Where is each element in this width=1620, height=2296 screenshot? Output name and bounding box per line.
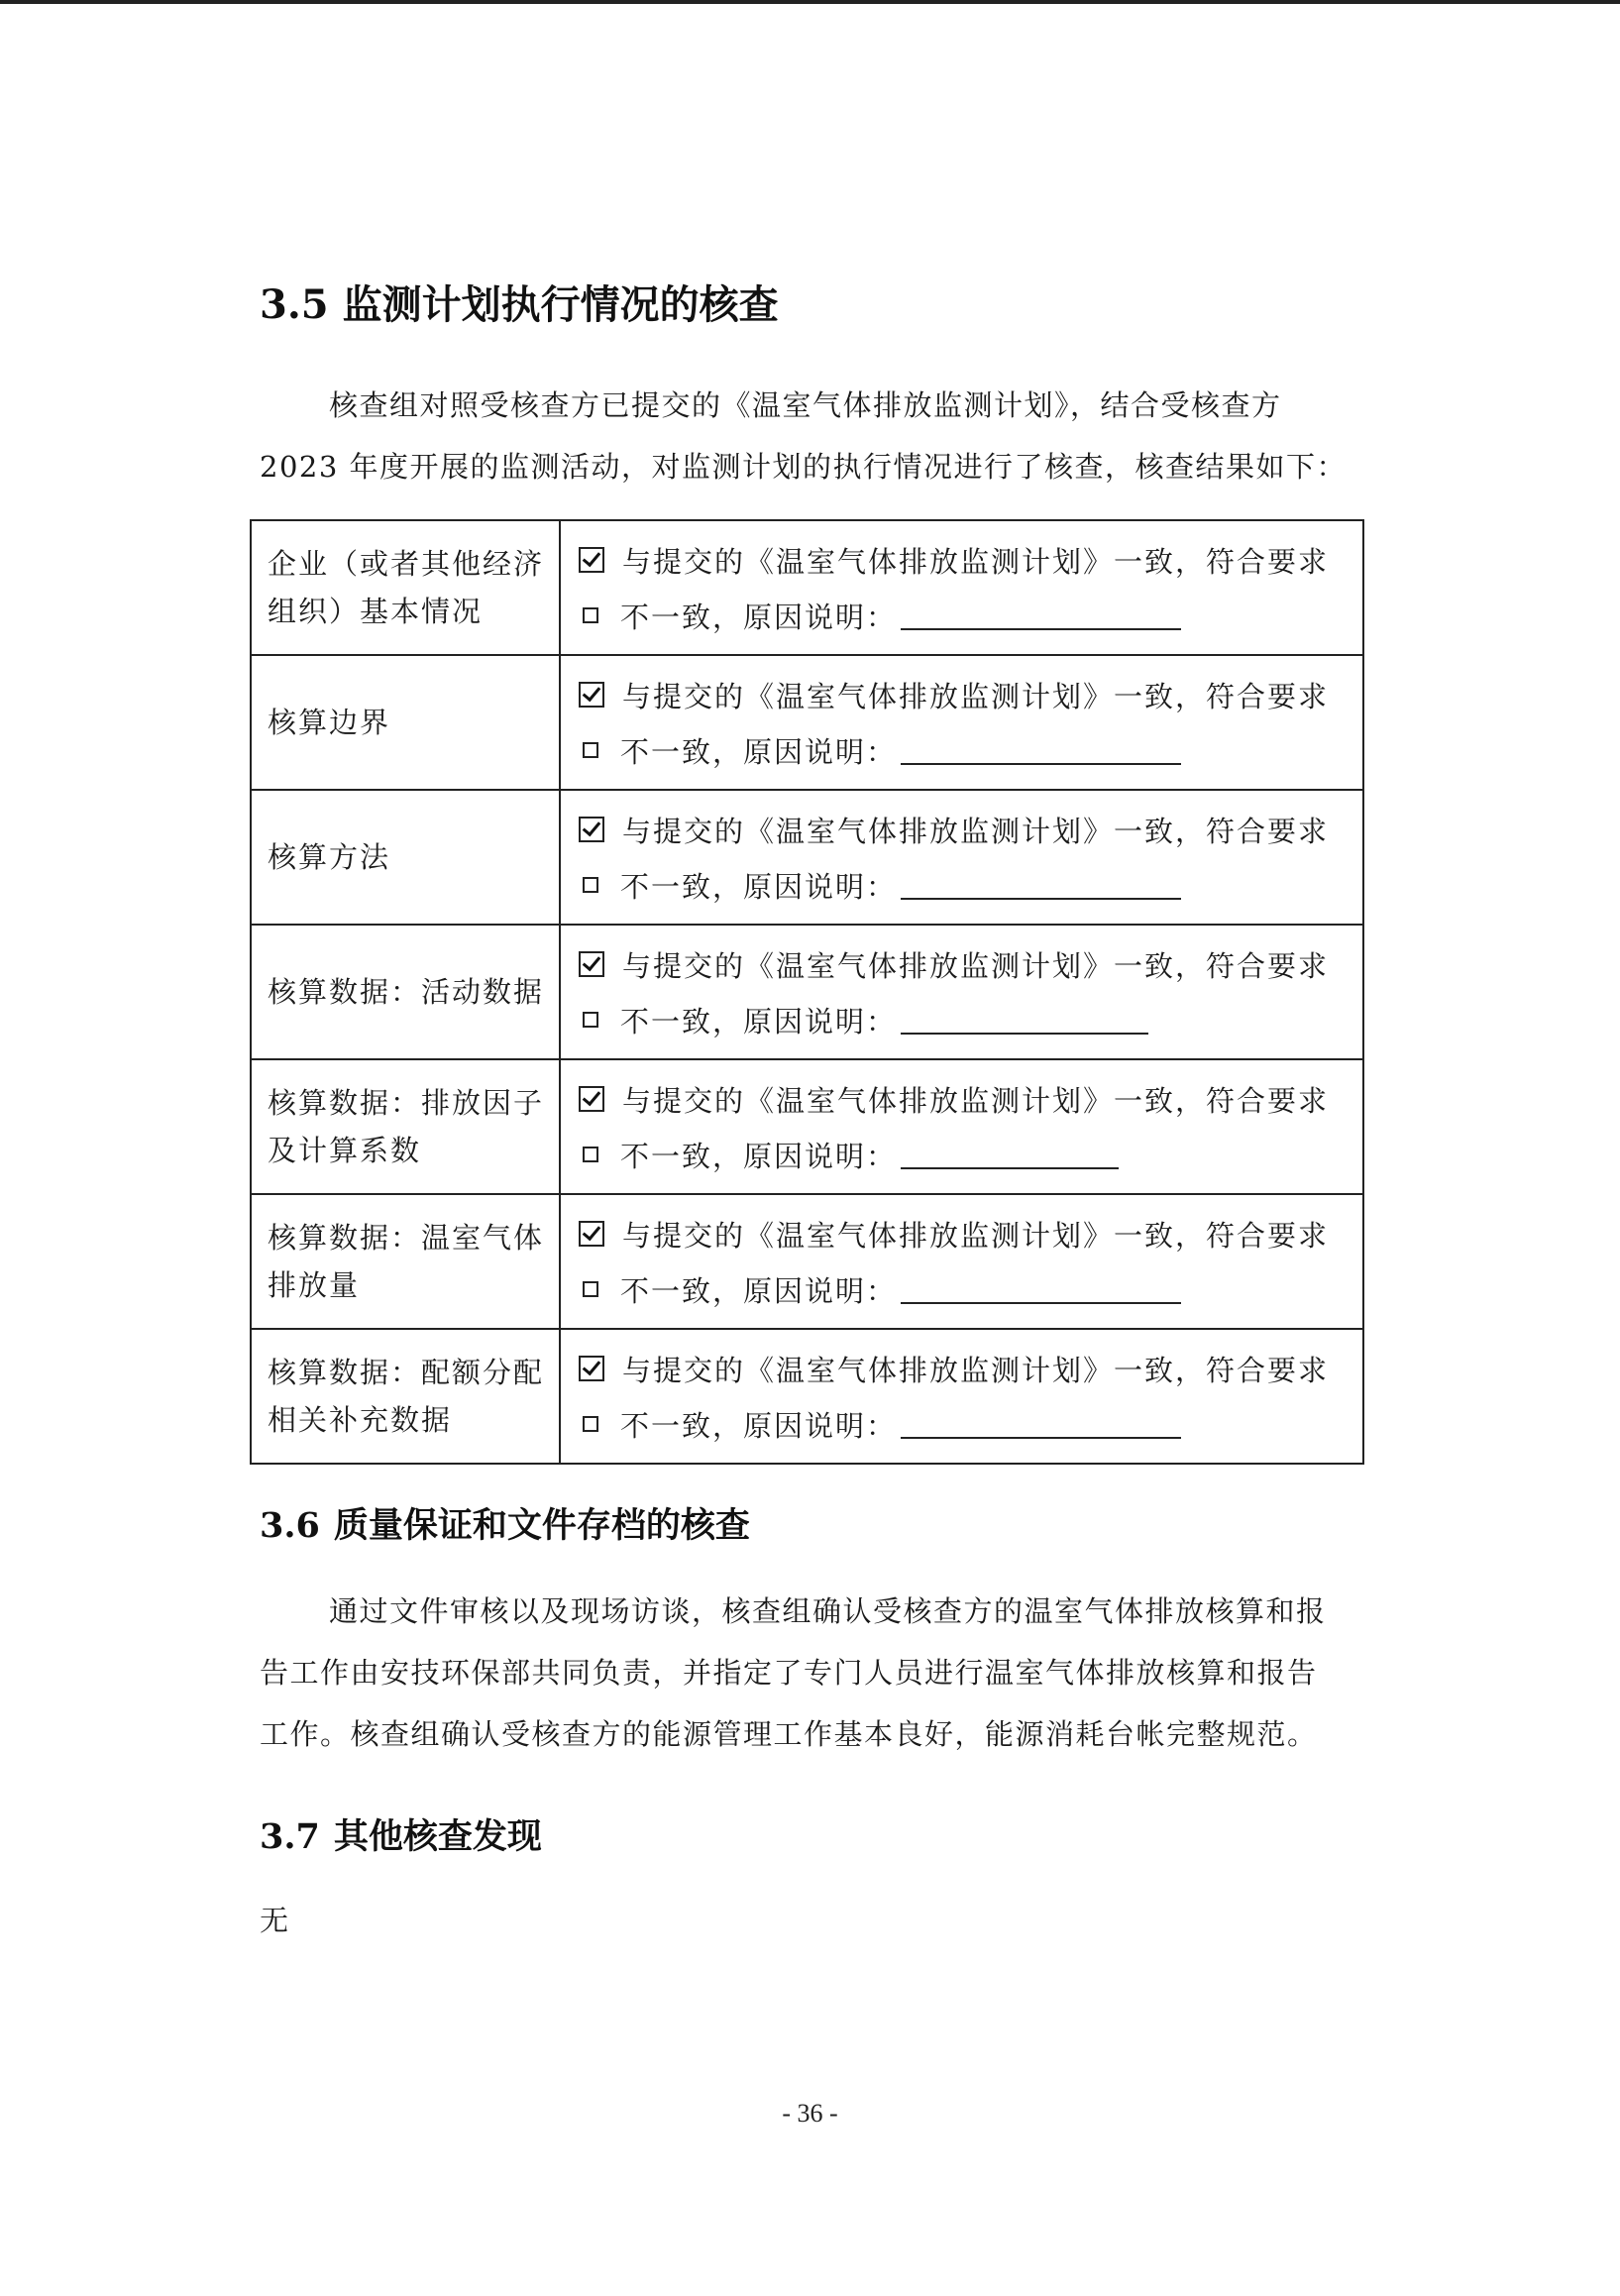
reason-blank[interactable] — [901, 1274, 1181, 1304]
unchecked-box-icon[interactable] — [583, 1147, 598, 1162]
checked-box-icon[interactable] — [579, 817, 604, 842]
table-row — [251, 1194, 1363, 1329]
check-item: 核算数据：活动数据 — [251, 925, 560, 1059]
option-label: 与提交的《温室气体排放监测计划》一致，符合要求 — [622, 1218, 1330, 1253]
check-item: 核算数据：温室气体排放量 — [251, 1194, 560, 1329]
checked-box-icon[interactable] — [579, 951, 604, 977]
check-item: 核算数据：排放因子及计算系数 — [251, 1059, 560, 1194]
table-row — [251, 925, 1363, 1059]
unchecked-box-icon[interactable] — [583, 1012, 598, 1028]
option-label: 不一致，原因说明： — [620, 600, 898, 634]
section-number: 3.7 — [260, 1816, 320, 1857]
page-number: - 36 - — [782, 2099, 838, 2128]
option-consistent — [579, 936, 1362, 992]
paragraph-line: 核查组对照受核查方已提交的《温室气体排放监测计划》，结合受核查方 — [329, 388, 1282, 422]
option-inconsistent — [579, 857, 1362, 913]
option-label: 与提交的《温室气体排放监测计划》一致，符合要求 — [622, 814, 1330, 848]
table-row — [251, 790, 1363, 925]
section-3-6-heading — [260, 1498, 750, 1548]
unchecked-box-icon[interactable] — [583, 1281, 598, 1297]
paragraph-line: 工作。核查组确认受核查方的能源管理工作基本良好，能源消耗台帐完整规范。 — [260, 1717, 1318, 1751]
table-row — [251, 1059, 1363, 1194]
reason-blank[interactable] — [901, 1005, 1148, 1035]
reason-blank[interactable] — [901, 870, 1181, 900]
reason-blank[interactable] — [901, 1140, 1119, 1169]
section-title: 质量保证和文件存档的核查 — [333, 1505, 750, 1546]
checked-box-icon[interactable] — [579, 1086, 604, 1112]
option-label: 不一致，原因说明： — [620, 869, 898, 904]
paragraph-line: 通过文件审核以及现场访谈，核查组确认受核查方的温室气体排放核算和报 — [329, 1594, 1327, 1628]
check-result — [560, 925, 1363, 1059]
check-result — [560, 1194, 1363, 1329]
unchecked-box-icon[interactable] — [583, 607, 598, 623]
option-label: 与提交的《温室气体排放监测计划》一致，符合要求 — [622, 1083, 1330, 1118]
unchecked-box-icon[interactable] — [583, 877, 598, 893]
option-label: 不一致，原因说明： — [620, 1139, 898, 1173]
table-row — [251, 520, 1363, 655]
option-label: 与提交的《温室气体排放监测计划》一致，符合要求 — [622, 1353, 1330, 1387]
check-item: 核算边界 — [251, 655, 560, 790]
check-result — [560, 1329, 1363, 1464]
option-inconsistent — [579, 722, 1362, 778]
paragraph-line: 告工作由安技环保部共同负责，并指定了专门人员进行温室气体排放核算和报告 — [260, 1656, 1318, 1690]
reason-blank[interactable] — [901, 735, 1181, 765]
option-label: 与提交的《温室气体排放监测计划》一致，符合要求 — [622, 948, 1330, 983]
check-result — [560, 520, 1363, 655]
section-3-5-heading — [260, 273, 779, 330]
option-consistent — [579, 667, 1362, 722]
checked-box-icon[interactable] — [579, 1356, 604, 1381]
checked-box-icon[interactable] — [579, 1221, 604, 1247]
option-label: 与提交的《温室气体排放监测计划》一致，符合要求 — [622, 544, 1330, 579]
check-item: 核算方法 — [251, 790, 560, 925]
section-3-7-heading — [260, 1809, 542, 1859]
option-consistent — [579, 532, 1362, 588]
reason-blank[interactable] — [901, 1409, 1181, 1439]
option-inconsistent — [579, 1127, 1362, 1182]
monitoring-plan-check-table — [250, 519, 1364, 1465]
option-label: 不一致，原因说明： — [620, 1408, 898, 1443]
check-result — [560, 1059, 1363, 1194]
unchecked-box-icon[interactable] — [583, 742, 598, 758]
check-item: 核算数据：配额分配相关补充数据 — [251, 1329, 560, 1464]
section-title: 监测计划执行情况的核查 — [342, 281, 779, 328]
section-number: 3.5 — [260, 281, 329, 328]
table-row — [251, 1329, 1363, 1464]
scan-edge — [0, 0, 1620, 4]
paragraph-line: 无 — [260, 1904, 290, 1937]
section-title: 其他核查发现 — [333, 1816, 542, 1857]
option-consistent — [579, 802, 1362, 857]
option-label: 不一致，原因说明： — [620, 734, 898, 769]
check-result — [560, 655, 1363, 790]
section-number: 3.6 — [260, 1505, 320, 1546]
section-3-5-paragraph — [260, 375, 1350, 497]
checked-box-icon[interactable] — [579, 547, 604, 573]
option-consistent — [579, 1341, 1362, 1396]
unchecked-box-icon[interactable] — [583, 1416, 598, 1432]
option-consistent — [579, 1206, 1362, 1261]
paragraph-line: 2023 年度开展的监测活动，对监测计划的执行情况进行了核查，核查结果如下： — [260, 450, 1348, 484]
option-consistent — [579, 1071, 1362, 1127]
option-inconsistent — [579, 1396, 1362, 1452]
check-item: 企业（或者其他经济组织）基本情况 — [251, 520, 560, 655]
option-label: 不一致，原因说明： — [620, 1273, 898, 1308]
check-result — [560, 790, 1363, 925]
checked-box-icon[interactable] — [579, 682, 604, 708]
reason-blank[interactable] — [901, 601, 1181, 630]
option-inconsistent — [579, 1261, 1362, 1317]
option-inconsistent — [579, 992, 1362, 1047]
section-3-6-paragraph — [260, 1581, 1350, 1765]
table-row — [251, 655, 1363, 790]
option-inconsistent — [579, 588, 1362, 643]
option-label: 与提交的《温室气体排放监测计划》一致，符合要求 — [622, 679, 1330, 713]
option-label: 不一致，原因说明： — [620, 1004, 898, 1039]
section-3-7-content — [260, 1890, 1350, 1951]
